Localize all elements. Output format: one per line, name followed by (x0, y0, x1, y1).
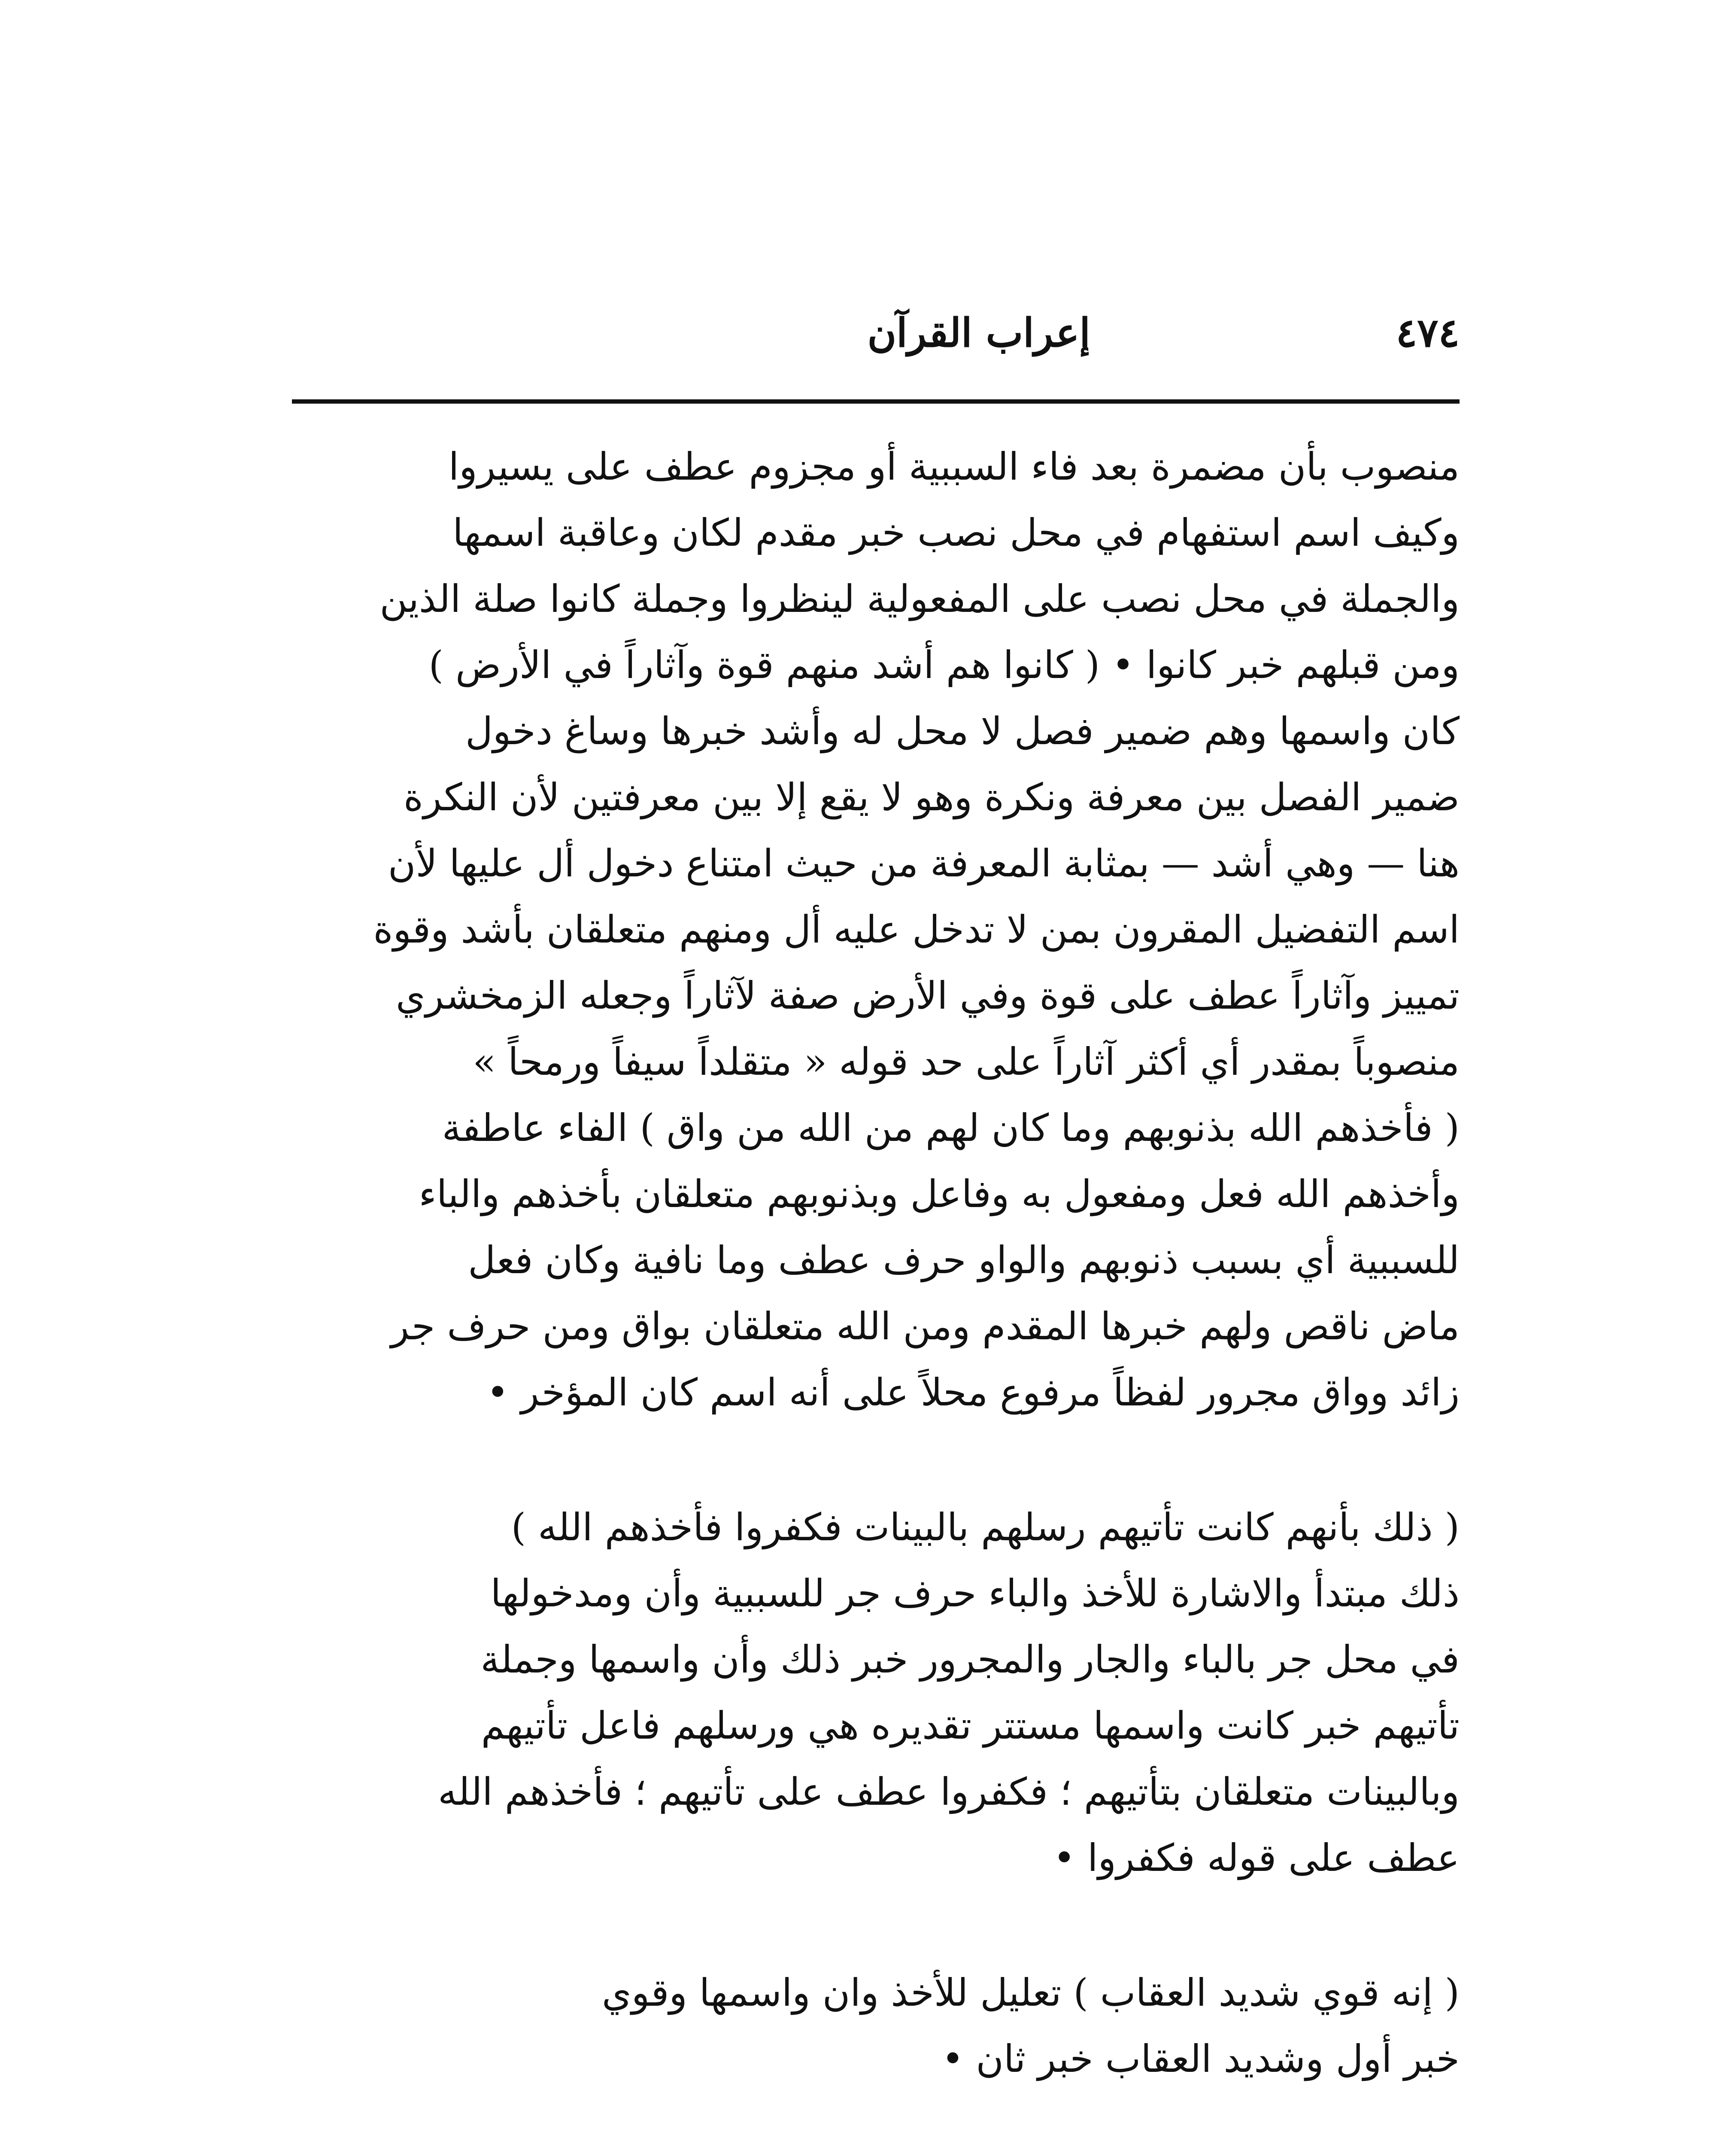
text-line: منصوب بأن مضمرة بعد فاء السببية أو مجزوم عطف على يسيروا (448, 444, 1460, 489)
text-line: خبر أول وشديد العقاب خبر ثان • (941, 2037, 1460, 2081)
text-line: ضمير الفصل بين معرفة ونكرة وهو لا يقع إلا بين معرفتين لأن النكرة (403, 775, 1460, 819)
text-line: ومن قبلهم خبر كانوا • ( كانوا هم أشد منهم قوة وآثاراً في الأرض ) (428, 643, 1460, 687)
text-line: ذلك مبتدأ والاشارة للأخذ والباء حرف جر للسببية وأن ومدخولها (490, 1571, 1460, 1615)
text-line: ( فأخذهم الله بذنوبهم وما كان لهم من الله من واق ) الفاء عاطفة (442, 1106, 1460, 1150)
page-number: ٤٧٤ (1396, 310, 1460, 356)
paragraph-gap (292, 1426, 1460, 1494)
text-line: منصوباً بمقدر أي أكثر آثاراً على حد قوله « متقلداً سيفاً ورمحاً » (473, 1040, 1460, 1084)
text-line: للسببية أي بسبب ذنوبهم والواو حرف عطف وما نافية وكان فعل (468, 1238, 1460, 1282)
text-line: ( إنه قوي شديد العقاب ) تعليل للأخذ وان واسمها وقوي (601, 1971, 1460, 2015)
text-line: وأخذهم الله فعل ومفعول به وفاعل وبذنوبهم متعلقان بأخذهم والباء (419, 1172, 1460, 1216)
text-line: اسم التفضيل المقرون بمن لا تدخل عليه أل ومنهم متعلقان بأشد وقوة (373, 907, 1460, 952)
header-divider (292, 399, 1460, 404)
text-line: تمييز وآثاراً عطف على قوة وفي الأرض صفة لآثاراً وجعله الزمخشري (395, 973, 1460, 1018)
page-header (292, 301, 1460, 374)
text-line: ماض ناقص ولهم خبرها المقدم ومن الله متعلقان بواق ومن حرف جر (391, 1304, 1460, 1348)
text-line: وبالبينات متعلقان بتأتيهم ؛ فكفروا عطف على تأتيهم ؛ فأخذهم الله (438, 1770, 1460, 1814)
paragraph-gap (292, 1891, 1460, 1960)
paragraph-2 (292, 1494, 1460, 1891)
text-line: زائد وواق مجرور لفظاً مرفوع محلاً على أنه اسم كان المؤخر • (486, 1370, 1460, 1414)
text-line: عطف على قوله فكفروا • (1053, 1836, 1460, 1880)
text-line: تأتيهم خبر كانت واسمها مستتر تقديره هي ورسلهم فاعل تأتيهم (481, 1703, 1460, 1748)
text-line: والجملة في محل نصب على المفعولية لينظروا وجملة كانوا صلة الذين (379, 577, 1460, 621)
paragraph-3 (292, 1960, 1460, 2092)
text-line: كان واسمها وهم ضمير فصل لا محل له وأشد خبرها وساغ دخول (465, 709, 1460, 753)
page-body (292, 434, 1460, 2147)
paragraph-1 (292, 434, 1460, 1426)
running-title: إعراب القرآن (867, 310, 1090, 356)
text-line: وكيف اسم استفهام في محل نصب خبر مقدم لكان وعاقبة اسمها (452, 511, 1460, 555)
text-line: هنا — وهي أشد — بمثابة المعرفة من حيث امتناع دخول أل عليها لأن (388, 841, 1460, 885)
text-line: ( ذلك بأنهم كانت تأتيهم رسلهم بالبينات فكفروا فأخذهم الله ) (511, 1505, 1460, 1549)
text-line: في محل جر بالباء والجار والمجرور خبر ذلك وأن واسمها وجملة (480, 1637, 1460, 1682)
